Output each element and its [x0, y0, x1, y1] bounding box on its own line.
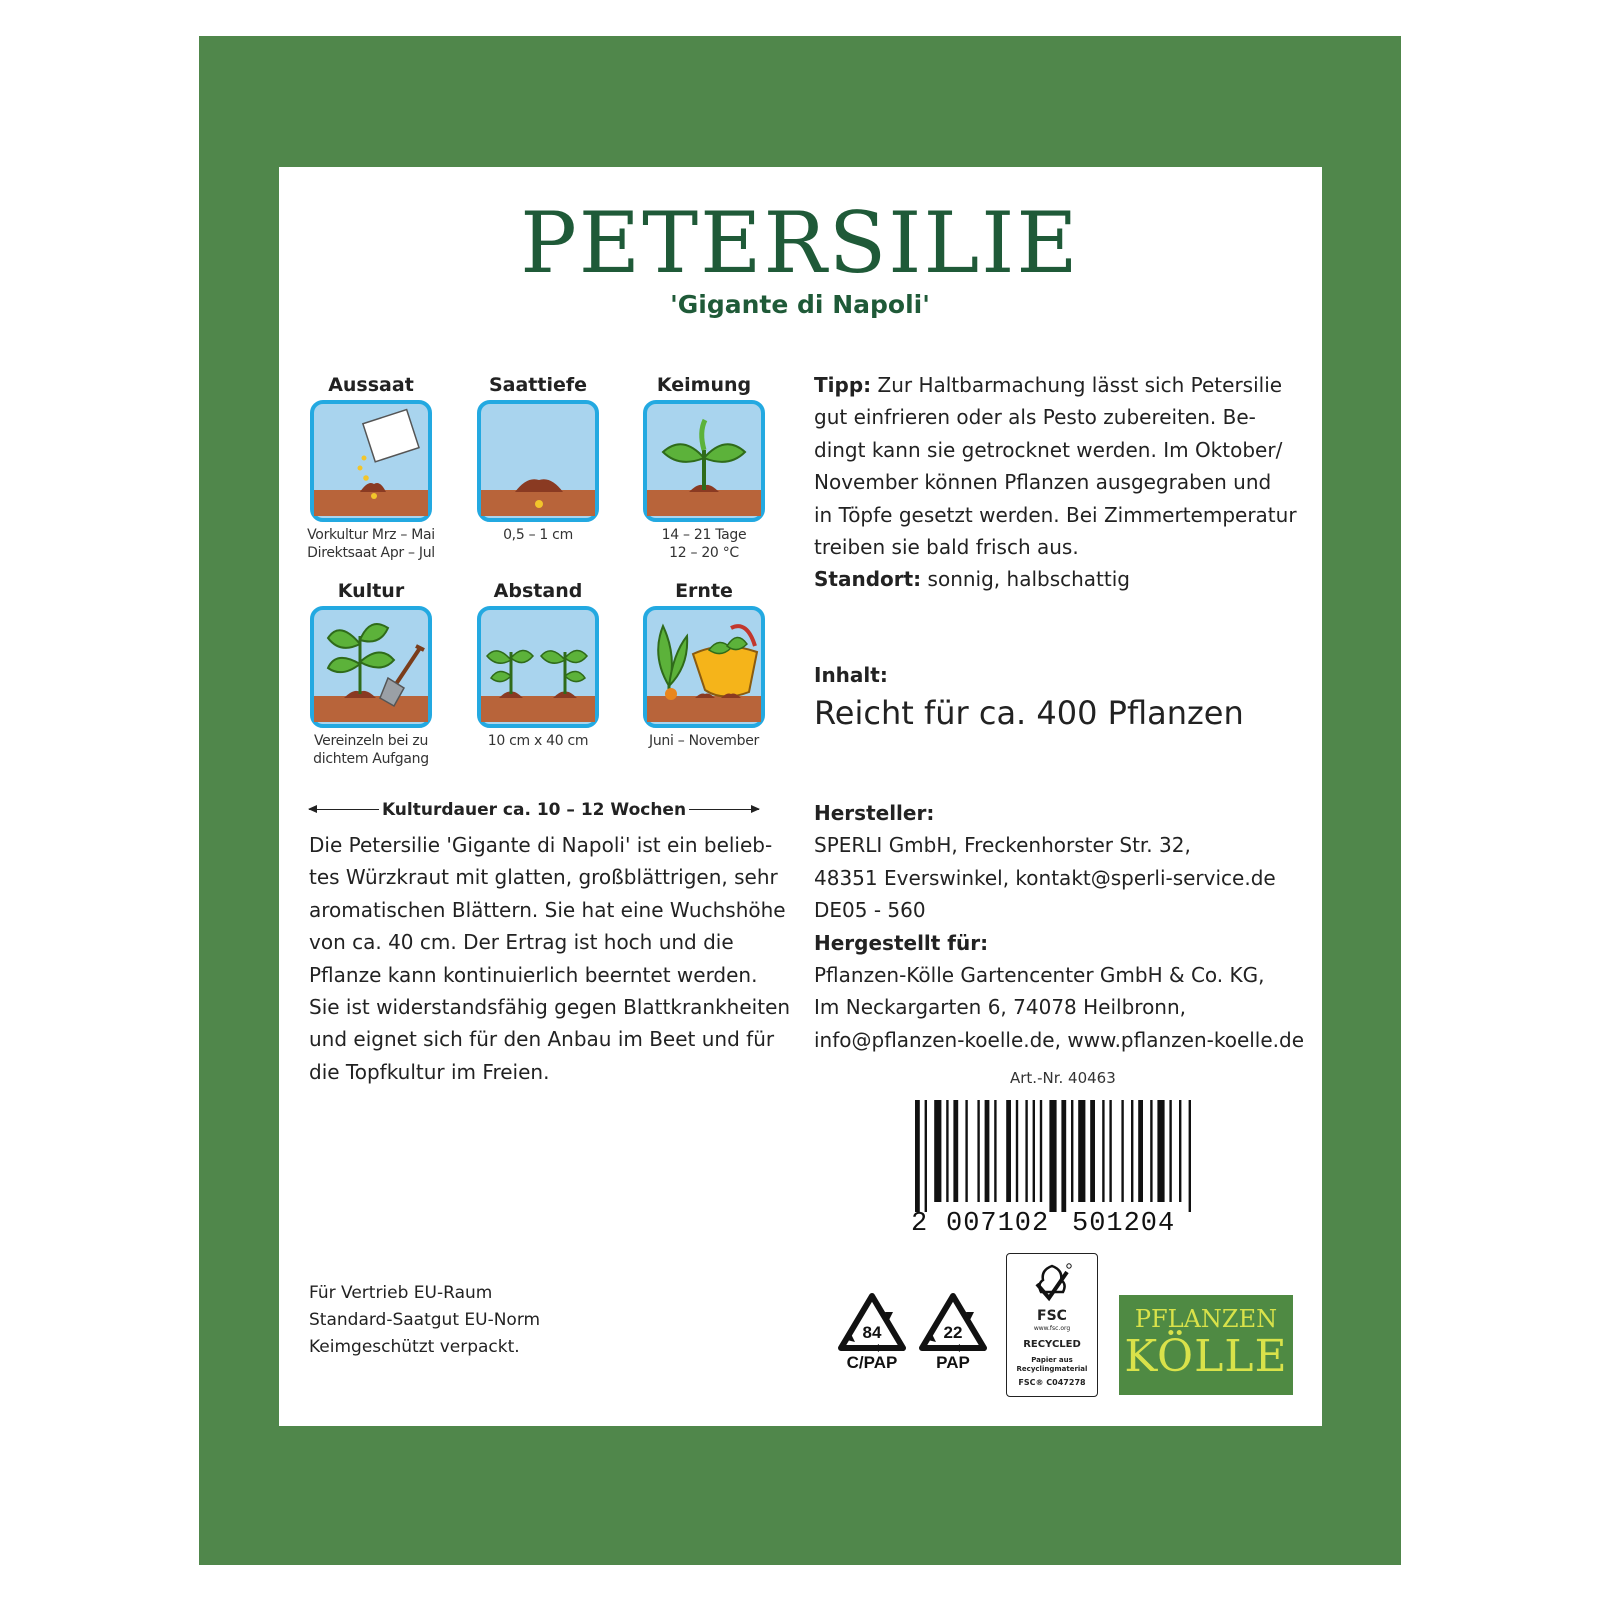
- barcode-digits-right: 501204: [1072, 1209, 1176, 1235]
- icon-cell-saattiefe: [453, 372, 623, 544]
- arrow-right-icon: [689, 809, 759, 810]
- description-line: tes Würzkraut mit glatten, großblättrigen, sehr: [309, 865, 778, 890]
- hergestellt-label: Hergestellt für:: [814, 930, 989, 955]
- standort-value: sonnig, halbschattig: [921, 567, 1130, 592]
- barcode-bar: [1071, 1100, 1073, 1202]
- seed-depth-icon: [477, 400, 599, 522]
- page-title: PETERSILIE: [520, 194, 1080, 292]
- fsc-note: Papier aus Recyclingmaterial: [1016, 1356, 1088, 1373]
- tipp-section: [814, 369, 1304, 596]
- variety-subtitle: 'Gigante di Napoli': [670, 290, 930, 319]
- tipp-text: Zur Haltbarmachung lässt sich Petersilie: [871, 373, 1283, 397]
- barcode-digits-left: 007102: [946, 1209, 1050, 1235]
- icon-heading: Keimung: [656, 374, 752, 396]
- hersteller-section: [814, 797, 1314, 1056]
- recycling-cpap-icon: [835, 1292, 909, 1372]
- barcode-bar: [1025, 1100, 1027, 1202]
- icon-heading: Saattiefe: [488, 374, 588, 396]
- barcode-bar: [1016, 1100, 1018, 1202]
- hergestellt-line: Im Neckargarten 6, 74078 Heilbronn,: [814, 995, 1187, 1020]
- tipp-label: Tipp:: [814, 373, 872, 397]
- description-line: von ca. 40 cm. Der Ertrag ist hoch und die: [309, 930, 734, 955]
- barcode-bar: [1121, 1100, 1123, 1202]
- tipp-text: gut einfrieren oder als Pesto zubereiten. Be-: [814, 405, 1256, 430]
- barcode-bar: [925, 1100, 927, 1212]
- fsc-name: FSC: [1037, 1308, 1067, 1324]
- barcode-bar: [1138, 1100, 1143, 1202]
- barcode-digit-first: 2: [911, 1209, 928, 1235]
- recycling-code: PAP: [936, 1353, 970, 1372]
- hergestellt-line: info@pflanzen-koelle.de, www.pflanzen-koelle.de: [814, 1027, 1305, 1052]
- barcode-bar: [1102, 1100, 1104, 1202]
- icon-caption: 10 cm x 40 cm: [487, 733, 589, 749]
- tipp-text: in Töpfe gesetzt werden. Bei Zimmertemperatur: [814, 502, 1297, 527]
- inhalt-label: Inhalt:: [814, 663, 888, 687]
- icon-cell-aussaat: [286, 372, 456, 562]
- barcode-bar: [1150, 1100, 1152, 1202]
- icon-cell-keimung: [619, 372, 789, 562]
- barcode-bar: [1078, 1100, 1085, 1202]
- tipp-text: dingt kann sie getrocknet werden. Im Oktober/: [814, 437, 1283, 462]
- barcode-bar: [1157, 1100, 1164, 1202]
- footer-line: Keimgeschützt verpackt.: [309, 1337, 520, 1357]
- barcode-bar: [1006, 1100, 1011, 1202]
- recycling-number: 22: [943, 1323, 963, 1342]
- recycling-number: 84: [862, 1323, 882, 1342]
- hersteller-line: DE05 - 560: [814, 898, 926, 923]
- kulturdauer-label: Kulturdauer ca. 10 – 12 Wochen: [381, 800, 687, 820]
- barcode-bar: [1131, 1100, 1133, 1202]
- barcode-bar: [1033, 1100, 1035, 1202]
- barcode-bar: [946, 1100, 948, 1202]
- tipp-text: treiben sie bald frisch aus.: [814, 535, 1079, 560]
- fsc-url: www.fsc.org: [1033, 1325, 1071, 1332]
- logo-line-2: KÖLLE: [1124, 1331, 1288, 1382]
- icon-heading: Ernte: [675, 580, 733, 602]
- barcode-bar: [994, 1100, 996, 1202]
- harvest-basket-icon: [643, 606, 765, 728]
- hergestellt-line: Pflanzen-Kölle Gartencenter GmbH & Co. KG,: [814, 963, 1265, 988]
- fsc-license: FSC® C047278: [1018, 1378, 1086, 1387]
- barcode-bar: [1049, 1100, 1056, 1212]
- seedling-icon: [643, 400, 765, 522]
- fsc-label: [1006, 1253, 1098, 1397]
- barcode-bar: [965, 1100, 967, 1202]
- icon-caption: Juni – November: [649, 733, 759, 749]
- icon-cell-ernte: [619, 578, 789, 750]
- barcode-bar: [915, 1100, 920, 1212]
- standort-label: Standort:: [814, 567, 922, 592]
- footer-notes: [309, 1280, 540, 1361]
- hersteller-line: 48351 Everswinkel, kontakt@sperli-service.de: [814, 865, 1276, 890]
- seed-packet-sowing-icon: [310, 400, 432, 522]
- recycling-pap-icon: [916, 1292, 990, 1372]
- icon-heading: Abstand: [493, 580, 583, 602]
- barcode-bar: [953, 1100, 958, 1202]
- article-number: Art.-Nr. 40463: [1010, 1069, 1116, 1087]
- barcode-bar: [934, 1100, 941, 1202]
- description-line: aromatischen Blättern. Sie hat eine Wuchshöhe: [309, 897, 786, 922]
- footer-line: Für Vertrieb EU-Raum: [309, 1283, 493, 1303]
- inhalt-value: Reicht für ca. 400 Pflanzen: [814, 694, 1244, 732]
- fsc-recycled: RECYCLED: [1023, 1339, 1081, 1350]
- hersteller-line: SPERLI GmbH, Freckenhorster Str. 32,: [814, 833, 1191, 858]
- icon-caption: Vorkultur Mrz – Mai Direktsaat Apr – Jul: [307, 527, 435, 561]
- description-line: Die Petersilie 'Gigante di Napoli' ist ein belieb-: [309, 833, 773, 857]
- tipp-text: November können Pflanzen ausgegraben und: [814, 470, 1272, 495]
- icon-cell-kultur: [286, 578, 456, 768]
- icon-caption: Vereinzeln bei zu dichtem Aufgang: [313, 733, 429, 767]
- recycling-code: C/PAP: [846, 1353, 898, 1372]
- description-line: Sie ist widerstandsfähig gegen Blattkrankheiten: [309, 995, 791, 1020]
- logo-line-1: PFLANZEN: [1134, 1305, 1278, 1333]
- barcode-icon: [905, 1100, 1205, 1235]
- icon-heading: Aussaat: [328, 374, 414, 396]
- barcode-bar: [1169, 1100, 1171, 1202]
- plant-with-shovel-icon: [310, 606, 432, 728]
- barcode-bar: [1109, 1100, 1111, 1202]
- icon-heading: Kultur: [337, 580, 405, 602]
- kulturdauer-bar: [309, 798, 759, 822]
- variety-description: [309, 829, 789, 1088]
- plant-spacing-icon: [477, 606, 599, 728]
- icon-caption: 14 – 21 Tage 12 – 20 °C: [661, 527, 747, 561]
- description-line: und eignet sich für den Anbau im Beet und für: [309, 1027, 775, 1052]
- pflanzen-koelle-logo: [1119, 1295, 1293, 1395]
- barcode-bar: [1189, 1100, 1191, 1212]
- footer-line: Standard-Saatgut EU-Norm: [309, 1310, 541, 1330]
- description-line: die Topfkultur im Freien.: [309, 1059, 550, 1084]
- barcode-bar: [1040, 1100, 1042, 1202]
- icon-caption: 0,5 – 1 cm: [503, 527, 573, 543]
- description-line: Pflanze kann kontinuierlich beerntet werden.: [309, 962, 758, 987]
- barcode-bar: [1179, 1100, 1181, 1202]
- barcode-bar: [1061, 1100, 1066, 1212]
- hersteller-label: Hersteller:: [814, 801, 935, 825]
- barcode-bar: [977, 1100, 979, 1202]
- barcode-bar: [1090, 1100, 1095, 1202]
- icon-cell-abstand: [453, 578, 623, 750]
- barcode-bar: [985, 1100, 990, 1202]
- fsc-tree-check-icon: [1031, 1262, 1073, 1306]
